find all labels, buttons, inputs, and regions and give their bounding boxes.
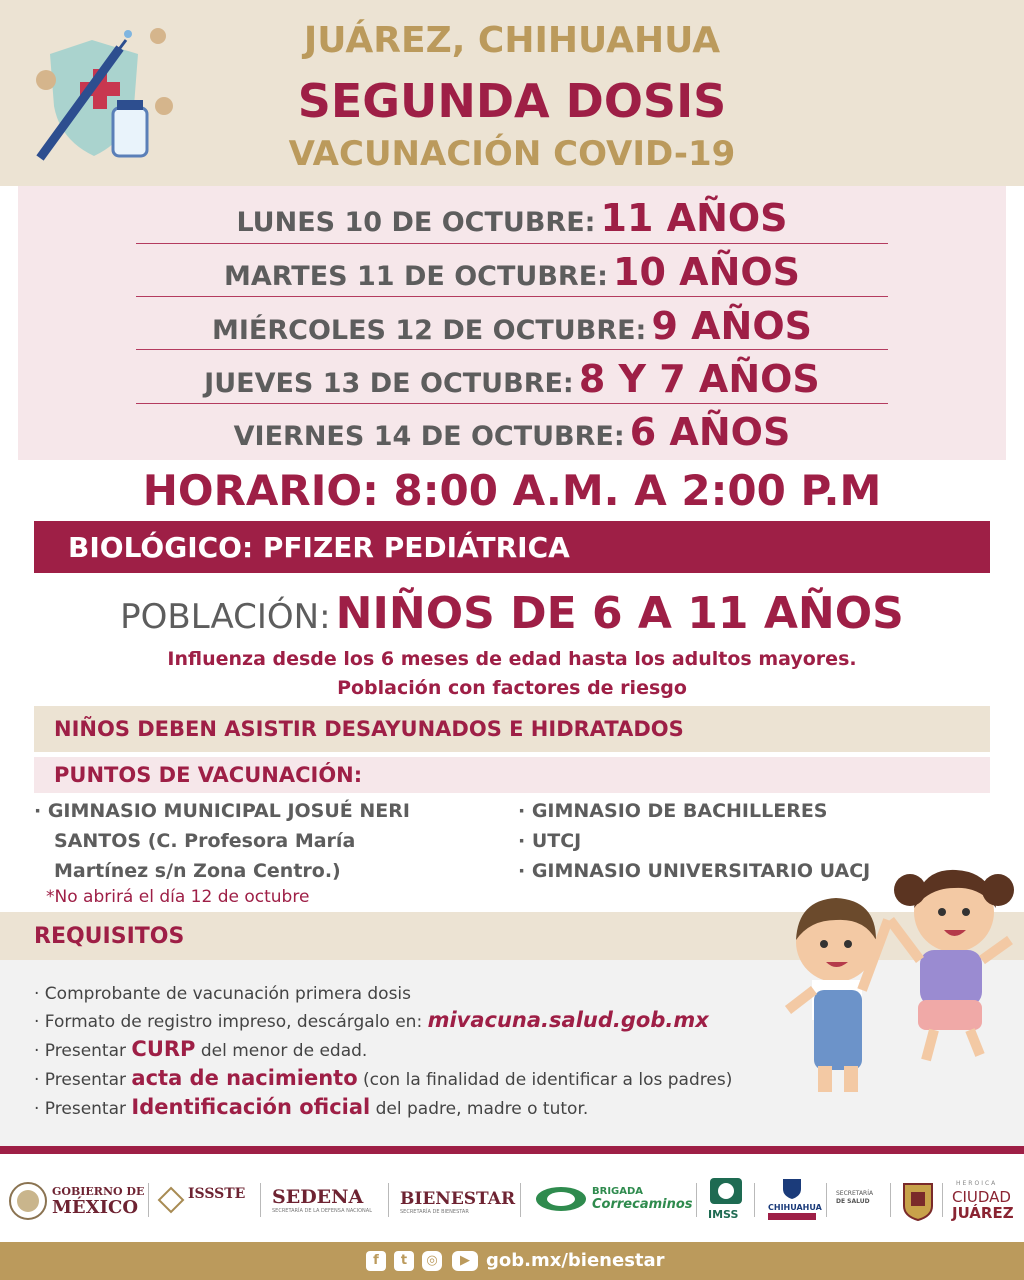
requirement-highlight: acta de nacimiento	[131, 1066, 358, 1090]
logo-chihuahua: CHIHUAHUA	[768, 1203, 822, 1212]
facebook-icon[interactable]: f	[366, 1251, 386, 1271]
requirement-text: · Presentar	[34, 1099, 126, 1119]
imss-eagle-icon	[708, 1176, 744, 1206]
schedule-age: 6 AÑOS	[629, 410, 791, 454]
logo-gobierno-line1: GOBIERNO DE	[52, 1185, 145, 1198]
chihuahua-ribbon	[768, 1213, 816, 1220]
schedule-row	[136, 196, 888, 240]
vaccination-point-item: Martínez s/n Zona Centro.)	[54, 860, 341, 882]
logo-bienestar: BIENESTAR	[400, 1189, 516, 1209]
logo-imss: IMSS	[708, 1208, 739, 1221]
logo-gobierno-line2: MÉXICO	[52, 1197, 139, 1218]
logo-separator	[890, 1183, 891, 1217]
vaccination-point-item: · GIMNASIO MUNICIPAL JOSUÉ NERI	[34, 800, 410, 822]
requirement-item	[34, 1066, 732, 1090]
schedule-row	[136, 410, 888, 454]
schedule-day: MIÉRCOLES 12 DE OCTUBRE:	[211, 315, 647, 346]
requirement-text: · Formato de registro impreso, descárgalo en:	[34, 1012, 423, 1032]
schedule-day: VIERNES 14 DE OCTUBRE:	[233, 421, 625, 452]
logo-separator	[260, 1183, 261, 1217]
requirement-text: · Presentar	[34, 1041, 126, 1061]
schedule-row	[136, 357, 888, 401]
section-divider	[0, 1146, 1024, 1154]
children-illustration	[770, 850, 1020, 1100]
population-line	[0, 588, 1024, 639]
logo-bienestar-subtitle: SECRETARÍA DE BIENESTAR	[400, 1209, 469, 1215]
requirement-highlight: CURP	[131, 1037, 196, 1061]
logo-issste: ISSSTE	[188, 1186, 246, 1202]
schedule-age: 8 Y 7 AÑOS	[578, 357, 820, 401]
schedule-age: 9 AÑOS	[651, 304, 813, 348]
logo-separator	[148, 1183, 149, 1217]
logo-salud-line2: DE SALUD	[836, 1198, 870, 1205]
requirement-text: del padre, madre o tutor.	[375, 1099, 589, 1119]
vaccination-points-title: PUNTOS DE VACUNACIÓN:	[54, 763, 363, 787]
logo-brigada-line1: BRIGADA	[592, 1186, 644, 1197]
youtube-icon[interactable]: ▶	[452, 1251, 478, 1271]
logo-salud-line1: SECRETARÍA	[836, 1190, 874, 1197]
juarez-coat-of-arms-icon	[900, 1178, 936, 1222]
requirement-item	[34, 1095, 588, 1119]
requirements-title: REQUISITOS	[34, 924, 185, 949]
requirement-item: · Comprobante de vacunación primera dosis	[34, 984, 412, 1004]
requirement-item	[34, 1008, 709, 1032]
vaccination-point-item: · UTCJ	[518, 830, 582, 852]
logo-separator	[754, 1183, 755, 1217]
campaign-title: VACUNACIÓN COVID-19	[288, 134, 736, 174]
logo-separator	[388, 1183, 389, 1217]
schedule-divider	[136, 296, 888, 297]
logo-sedena-subtitle: SECRETARÍA DE LA DEFENSA NACIONAL	[272, 1208, 372, 1214]
logo-separator	[942, 1183, 943, 1217]
logo-sedena: SEDENA	[272, 1186, 364, 1208]
logo-separator	[520, 1183, 521, 1217]
schedule-hours: HORARIO: 8:00 A.M. A 2:00 P.M	[142, 466, 882, 515]
schedule-divider	[136, 243, 888, 244]
biologico-text: BIOLÓGICO: PFIZER PEDIÁTRICA	[68, 531, 570, 564]
chihuahua-shield-icon	[780, 1176, 804, 1200]
requirement-highlight: Identificación oficial	[131, 1095, 371, 1119]
logo-separator	[696, 1183, 697, 1217]
schedule-day: JUEVES 13 DE OCTUBRE:	[204, 368, 574, 399]
population-label: POBLACIÓN:	[120, 597, 331, 637]
requirement-text: (con la finalidad de identificar a los padres)	[363, 1070, 733, 1090]
schedule-row	[136, 250, 888, 294]
schedule-age: 10 AÑOS	[613, 250, 801, 294]
vaccination-point-item: SANTOS (C. Profesora María	[54, 830, 356, 852]
schedule-divider	[136, 349, 888, 350]
city-title: JUÁREZ, CHIHUAHUA	[303, 20, 721, 61]
closure-note: *No abrirá el día 12 de octubre	[46, 887, 310, 907]
schedule-day: LUNES 10 DE OCTUBRE:	[236, 207, 596, 238]
logo-heroica: HEROICA	[956, 1180, 998, 1187]
risk-population-note: Población con factores de riesgo	[337, 677, 687, 699]
requirement-item	[34, 1037, 367, 1061]
registration-link[interactable]: mivacuna.salud.gob.mx	[427, 1008, 709, 1032]
issste-emblem-icon	[156, 1185, 186, 1215]
requirement-text: · Presentar	[34, 1070, 126, 1090]
instagram-icon[interactable]: ◎	[422, 1251, 442, 1271]
notice-text: NIÑOS DEBEN ASISTIR DESAYUNADOS E HIDRATADOS	[54, 717, 684, 741]
schedule-row	[136, 304, 888, 348]
logo-ciudad: CIUDAD	[952, 1188, 1011, 1206]
vaccination-point-item: · GIMNASIO DE BACHILLERES	[518, 800, 828, 822]
footer-url[interactable]: gob.mx/bienestar	[486, 1250, 665, 1271]
influenza-note: Influenza desde los 6 meses de edad hasta los adultos mayores.	[167, 648, 857, 670]
requirement-text: del menor de edad.	[200, 1041, 368, 1061]
vaccination-point-item: · GIMNASIO UNIVERSITARIO UACJ	[518, 860, 871, 882]
schedule-divider	[136, 403, 888, 404]
mexico-seal-icon	[8, 1181, 48, 1221]
dose-title: SEGUNDA DOSIS	[297, 74, 727, 128]
population-value: NIÑOS DE 6 A 11 AÑOS	[335, 588, 904, 639]
schedule-day: MARTES 11 DE OCTUBRE:	[223, 261, 608, 292]
logo-separator	[826, 1183, 827, 1217]
schedule-age: 11 AÑOS	[600, 196, 788, 240]
brigada-bird-icon	[534, 1184, 588, 1214]
logo-juarez: JUÁREZ	[952, 1204, 1014, 1222]
twitter-icon[interactable]: t	[394, 1251, 414, 1271]
logo-brigada-line2: Correcaminos	[592, 1197, 693, 1212]
